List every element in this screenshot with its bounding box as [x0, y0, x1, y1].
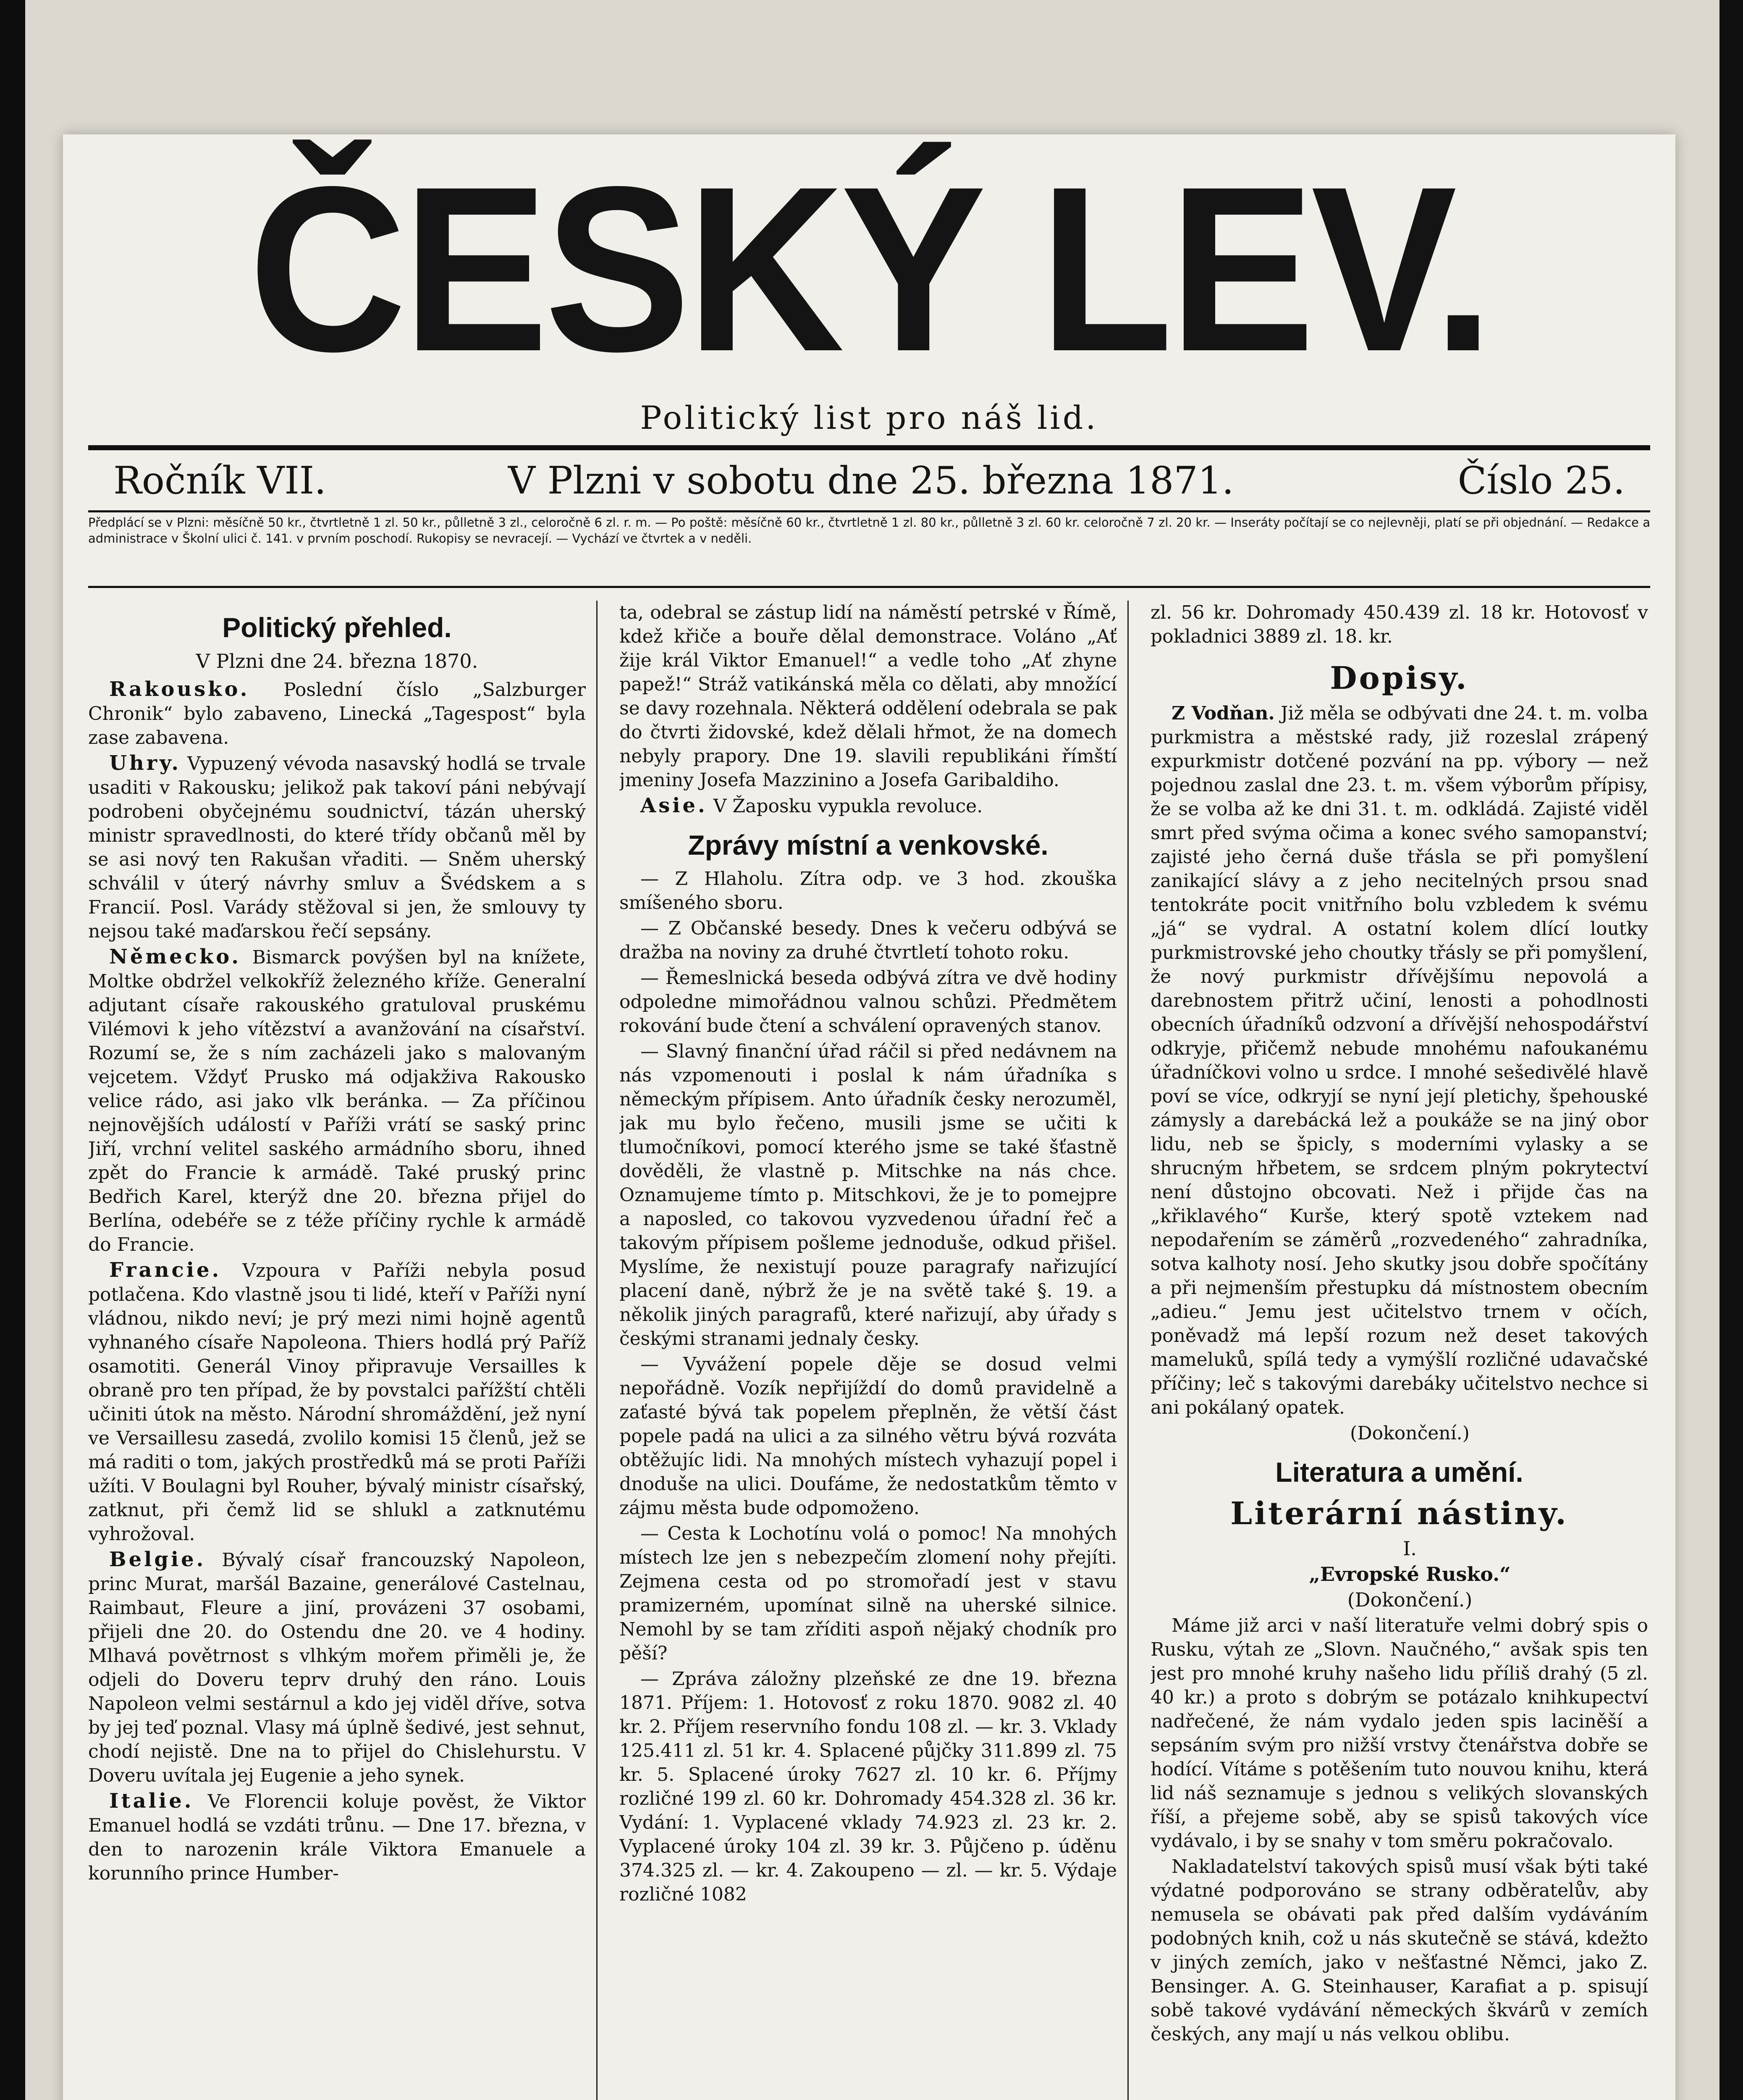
article-paragraph: Asie. V Žaposku vypukla revoluce. — [640, 794, 983, 817]
issue-rule — [88, 510, 1650, 512]
column-rule — [596, 601, 598, 2100]
article-paragraph: Rakousko. Poslední číslo „Salzburger Chronik“ bylo zabaveno, Linecká „Tagespost“ byla zase zabavena. — [88, 677, 586, 748]
article-paragraph: Nakladatelství takových spisů musí však býti také výdatné podporováno se strany odběratelův, aby nemusela se obávati pak před dalším vydáváním podobných knih, což u nás skutečně se stává, kdežto v jiných zemích, jako v nešťastné Němci, jako Z. Bensinger. A. G. Steinhauser, Karafiat a p. spisují sobě takové vydávání německých škvárů v zemích českých, any mají u nás velkou oblibu. — [1151, 1856, 1648, 2045]
sketch-number: I. — [1403, 1537, 1417, 1560]
letter-paragraph: Z Vodňan. Již měla se odbývati dne 24. t. m. volba purkmistra a městské rady, již rozeslal zrápený expurkmistr dotčené pozvání na pp. výbory — než pojednou zaslal dne 23. t. m. všem výborům přípisy, že se volba až ke dni 31. t. m. odkládá. Zajisté viděl smrt před svýma očima a konec svého samopanství; zajisté jeho černá duše třásla se při pomyšlení zanikající slávy a z jeho necitelných prsou snad tentokráte pocit vnitřního bolu vzbledem k svému „já“ se vydral. A ostatní kolem dlící loutky purkmistrovské jeho choutky třásly se při pomyšlení, že nový purkmistr dřívějšímu nepovolá a darebnostem přitrž učiní, lenosti a pohodlnosti obecních úřadníků odzvoní a dřívější nehospodářství odkryje, přičemž nebude mnohému nafoukanému úřadníčkovi volno u srdce. I mnohé sešedivělé hlavě poví se více, odkryjí se nyní její pletichy, špehouské zámysly a darebácká lež a poukáže se na jiný obor lidu, neb se špicly, s moderními vylasky a se shrucným hřbetem, se srdcem plným pokrytectví není důstojno obcovati. Než i přijde čas na „křiklavého“ Kurše, který spotě vztekem nad nepodařením se záměrů „rozvedeného“ zahradníka, sotva kalhoty nosí. Jeho skutky jsou dobře spočítány a při nejmenším přestupku dá místnostem obecním „adieu.“ Jemu jest učitelstvo trnem v očích, poněvadž má lepší rozum než deset takových mameluků, spílá tedy a vymýšlí rozličné udavačské příčiny; leč s takovými darebáky učitelstvo nechce si ani pokálaný opatek. — [1151, 703, 1648, 1418]
scan-border-left — [0, 0, 25, 2100]
country-label: Italie. — [109, 1789, 194, 1813]
to-be-continued: (Dokončení.) — [1350, 1423, 1470, 1444]
country-label: Francie. — [109, 1258, 222, 1282]
issue-line — [88, 454, 1650, 508]
country-label: Uhry. — [109, 751, 181, 775]
country-label: Asie. — [640, 794, 708, 817]
news-item: — Řemeslnická beseda odbývá zítra ve dvě hodiny odpoledne mimořádnou valnou schůzi. Předmětem rokování bude čtení a schválení opravených stanov. — [619, 967, 1117, 1037]
article-paragraph: Belgie. Bývalý císař francouzský Napoleon, princ Murat, maršál Bazaine, generálové Castelnau, Raimbaut, Fleure a jiní, provázeni 37 osobami, přijeli dne 20. do Ostendu dne 20. ve 4 hodiny. Mlhavá povětrnost s vlhkým mořem přiměli je, že odjeli do Doveru teprv druhý den ráno. Louis Napoleon velmi sestárnul a kdo jej viděl dříve, sotva by jej teď poznal. Vlasy má úplně šedivé, jest sehnut, chodí nejistě. Dne na to přijel do Chislehurstu. V Doveru uvítala jej Eugenie a jeho synek. — [88, 1548, 586, 1786]
subheading-literary-sketches: Literární nástiny. — [1230, 1496, 1568, 1532]
section-heading-letters: Dopisy. — [1330, 660, 1469, 696]
article-paragraph: ta, odebral se zástup lidí na náměstí petrské v Římě, kdež křiče a bouře dělal demonstrace. Voláno „Ať žije král Viktor Emanuel!“ a vedle toho „Ať zhyne papež!“ Stráž vatikánská měla co dělati, aby množící se davy rozehnala. Některá oddělení odebrala se pak do čtvrti židovské, kdež dělali hřmot, že na domech nebyly prapory. Dne 19. slavili republikáni římští jmeniny Josefa Mazzinino a Josefa Garibaldiho. — [619, 602, 1117, 791]
news-item: — Z Hlaholu. Zítra odp. ve 3 hod. zkouška smíšeného sboru. — [619, 868, 1117, 914]
issue-number: Číslo 25. — [1457, 459, 1625, 503]
article-paragraph: Máme již arci v naší literatuře velmi dobrý spis o Rusku, výtah ze „Slovn. Naučného,“ avšak spis ten jest pro mnohé kruhy našeho lidu příliš drahý (5 zl. 40 kr.) a proto s dobrým se potázalo knihkupectví nadřečené, že nám vydalo jeden spis laciněší a sepsáním svým pro nižší vrstvy čtenářstva dobře se hodící. Vítáme s potěšením tuto nouvou knihu, která lid náš seznamuje s jednou s velikých slovanských říší, a přejeme sobě, aby se spisů takových více vydávalo, i by se snahy v tom směru pokračovalo. — [1151, 1615, 1648, 1852]
newspaper-subtitle: Politický list pro náš lid. — [640, 399, 1098, 436]
news-item: — Vyvážení popele děje se dosud velmi nepořádně. Vozík nepřijíždí do domů pravidelně a zaťasté bývá tak popelem přeplněn, že větší část popele padá na ulici a za silného větru bývá rozváta obtěžujíc lidi. Na mnohých místech vyhazují popel i dnoduše na ulici. Doufáme, že nedostatkům těmto v zájmu města bude odpomoženo. — [619, 1354, 1117, 1519]
country-label: Německo. — [109, 945, 241, 969]
scan-border-right — [1719, 0, 1743, 2100]
section-heading-local-news: Zprávy místní a venkovské. — [688, 830, 1048, 861]
column-letters-literature — [1151, 601, 1648, 2100]
country-label: Rakousko. — [109, 677, 250, 701]
dateline: V Plzni dne 24. března 1870. — [196, 650, 478, 672]
article-paragraph: zl. 56 kr. Dohromady 450.439 zl. 18 kr. Hotovosť v pokladnici 3889 zl. 18. kr. — [1151, 602, 1648, 647]
article-paragraph: Francie. Vzpoura v Paříži nebyla posud potlačena. Kdo vlastně jsou ti lidé, kteří v Paříži nyní vládnou, nikdo neví; je prý mezi nimi hojně agentů vyhnaného císaře Napoleona. Thiers hodlá prý Paříž osamotiti. Generál Vinoy připravuje Versailles k obraně pro ten případ, že by povstalci pařížští chtěli učiniti útok na město. Národní shromáždění, jež nyní ve Versaillesu zasedá, zvolilo komisi 15 členů, jež se má raditi o tom, jakých prostředků má se proti Paříži užíti. V Boulagni byl Rouher, bývalý ministr císařský, zatknut, při čemž lid se shlukl a zatknutému vyhrožoval. — [88, 1258, 586, 1545]
news-item: — Slavný finanční úřad ráčil si před nedávnem na nás vzpomenouti i poslal k nám úřadníka s německým přípisem. Anto úřadník česky nerozuměl, jak mu bylo řečeno, musili jsme se učiti k tlumočníkovi, pomocí kterého jsme se také šťastně dověděli, že vlastně p. Mitschke na nás chce. Oznamujeme tímto p. Mitschkovi, že je to pomejpre a naposled, co takovou vyzvedenou úřadní řeč a takovým přípisem pošleme jednoduše, odkud přišel. Myslíme, že nexistují pouze paragrafy nařizující placení daně, nýbrž že je na světě také §. 19. a několik jiných paragrafů, které nařizují, aby úřady s českými stranami jednaly česky. — [619, 1041, 1117, 1349]
sketch-title: „Evropské Rusko.“ — [1309, 1563, 1511, 1586]
column-rule — [1127, 601, 1129, 2100]
section-heading-political: Politický přehled. — [222, 612, 452, 643]
article-paragraph: Německo. Bismarck povýšen byl na knížete, Moltke obdržel velkokříž železného kříže. Generalní adjutant císaře rakouského gratuloval pruskému Vilémovi k jeho vítězství a avanžování na císařství. Rozumí se, že s ním zacházeli jako s malovaným vejcetem. Vždyť Prusko má odjakživa Rakousko velice rádo, asi jako vlk beránka. — Za příčinou nejnovějších událostí v Paříži vrátí se saský princ Jiří, vrchní velitel saského armádního sboru, ihned zpět do Francie k armádě. Také pruský princ Bedřich Karel, kterýž dne 20. března přijel do Berlína, odebéře se z téže příčiny rychle k armádě do Francie. — [88, 945, 586, 1255]
news-item: — Z Občanské besedy. Dnes k večeru odbývá se dražba na noviny za druhé čtvrtletí tohoto roku. — [619, 918, 1117, 963]
section-heading-literature: Literatura a umění. — [1275, 1457, 1523, 1488]
issue-date: V Plzni v sobotu dne 25. března 1871. — [508, 459, 1234, 503]
article-paragraph: Italie. Ve Florencii koluje pověst, že Viktor Emanuel hodlá se vzdáti trůnu. — Dne 17. března, v den to narozenin krále Viktora Emanuele a korunního prince Humber- — [88, 1789, 586, 1884]
subscription-rule — [88, 586, 1650, 588]
news-item: — Cesta k Lochotínu volá o pomoc! Na mnohých místech lze jen s nebezpečím zlomení nohy přejíti. Zejmena cesta od po stromořadí jest v stavu pramizerném, upomínat silně na uherské silnice. Nemohl by se tam zříditi aspoň nějaký chodník pro pěší? — [619, 1523, 1117, 1664]
column-political-overview — [88, 601, 586, 2100]
masthead — [63, 134, 1675, 445]
article-paragraph: Uhry. Vypuzený vévoda nasavský hodlá se trvale usaditi v Rakousku; jelikož pak takoví páni nebývají podrobeni obyčejnému soudnictví, tázán uherský ministr spravedlnosti, do které třídy občanů měl by se asi nový ten Rakušan vřaditi. — Sněm uherský schválil v úterý návrhy smluv a Švédskem a s Francií. Posl. Varády stěžoval si jen, že smlouvy ty nejsou také maďarskou řečí sepsány. — [88, 751, 586, 942]
news-item: — Zpráva záložny plzeňské ze dne 19. března 1871. Příjem: 1. Hotovosť z roku 1870. 9082 zl. 40 kr. 2. Příjem reservního fondu 108 zl. — kr. 3. Vklady 125.411 zl. 51 kr. 4. Splacené půjčky 311.899 zl. 75 kr. 5. Splacené úroky 7627 zl. 10 kr. 6. Příjmy rozličné 199 zl. 60 kr. Dohromady 454.328 zl. 36 kr. Vydání: 1. Vyplacené vklady 74.923 zl. 23 kr. 2. Vyplacené úroky 104 zl. 39 kr. 3. Půjčeno p. úděnu 374.325 zl. — kr. 4. Zakoupeno — zl. — kr. 5. Výdaje rozličné 1082 — [619, 1668, 1117, 1905]
subscription-info: Předplácí se v Plzni: měsíčně 50 kr., čtvrtletně 1 zl. 50 kr., půlletně 3 zl., celoročně 6 zl. r. m. — Po poště: měsíčně 60 kr., čtvrtletně 1 zl. 80 kr., půlletně 3 zl. 60 kr. celoročně 7 zl. 20 kr. — Inseráty počítají se co nejlevněji, platí se při objednání. — Redakce a administrace v Školní ulici č. 141. v prvním poschodí. Rukopisy se nevracejí. — Vychází ve čtvrtek a v neděli. — [88, 515, 1650, 546]
country-label: Belgie. — [109, 1548, 206, 1571]
letter-place: Z Vodňan. — [1172, 703, 1275, 724]
masthead-rule — [88, 445, 1650, 450]
sketch-continuation: (Dokončení.) — [1347, 1588, 1473, 1611]
newspaper-title: ČESKÝ LEV. — [249, 137, 1490, 400]
newspaper-page — [63, 134, 1675, 2100]
column-local-news — [619, 601, 1117, 2100]
issue-volume: Ročník VII. — [113, 459, 326, 503]
